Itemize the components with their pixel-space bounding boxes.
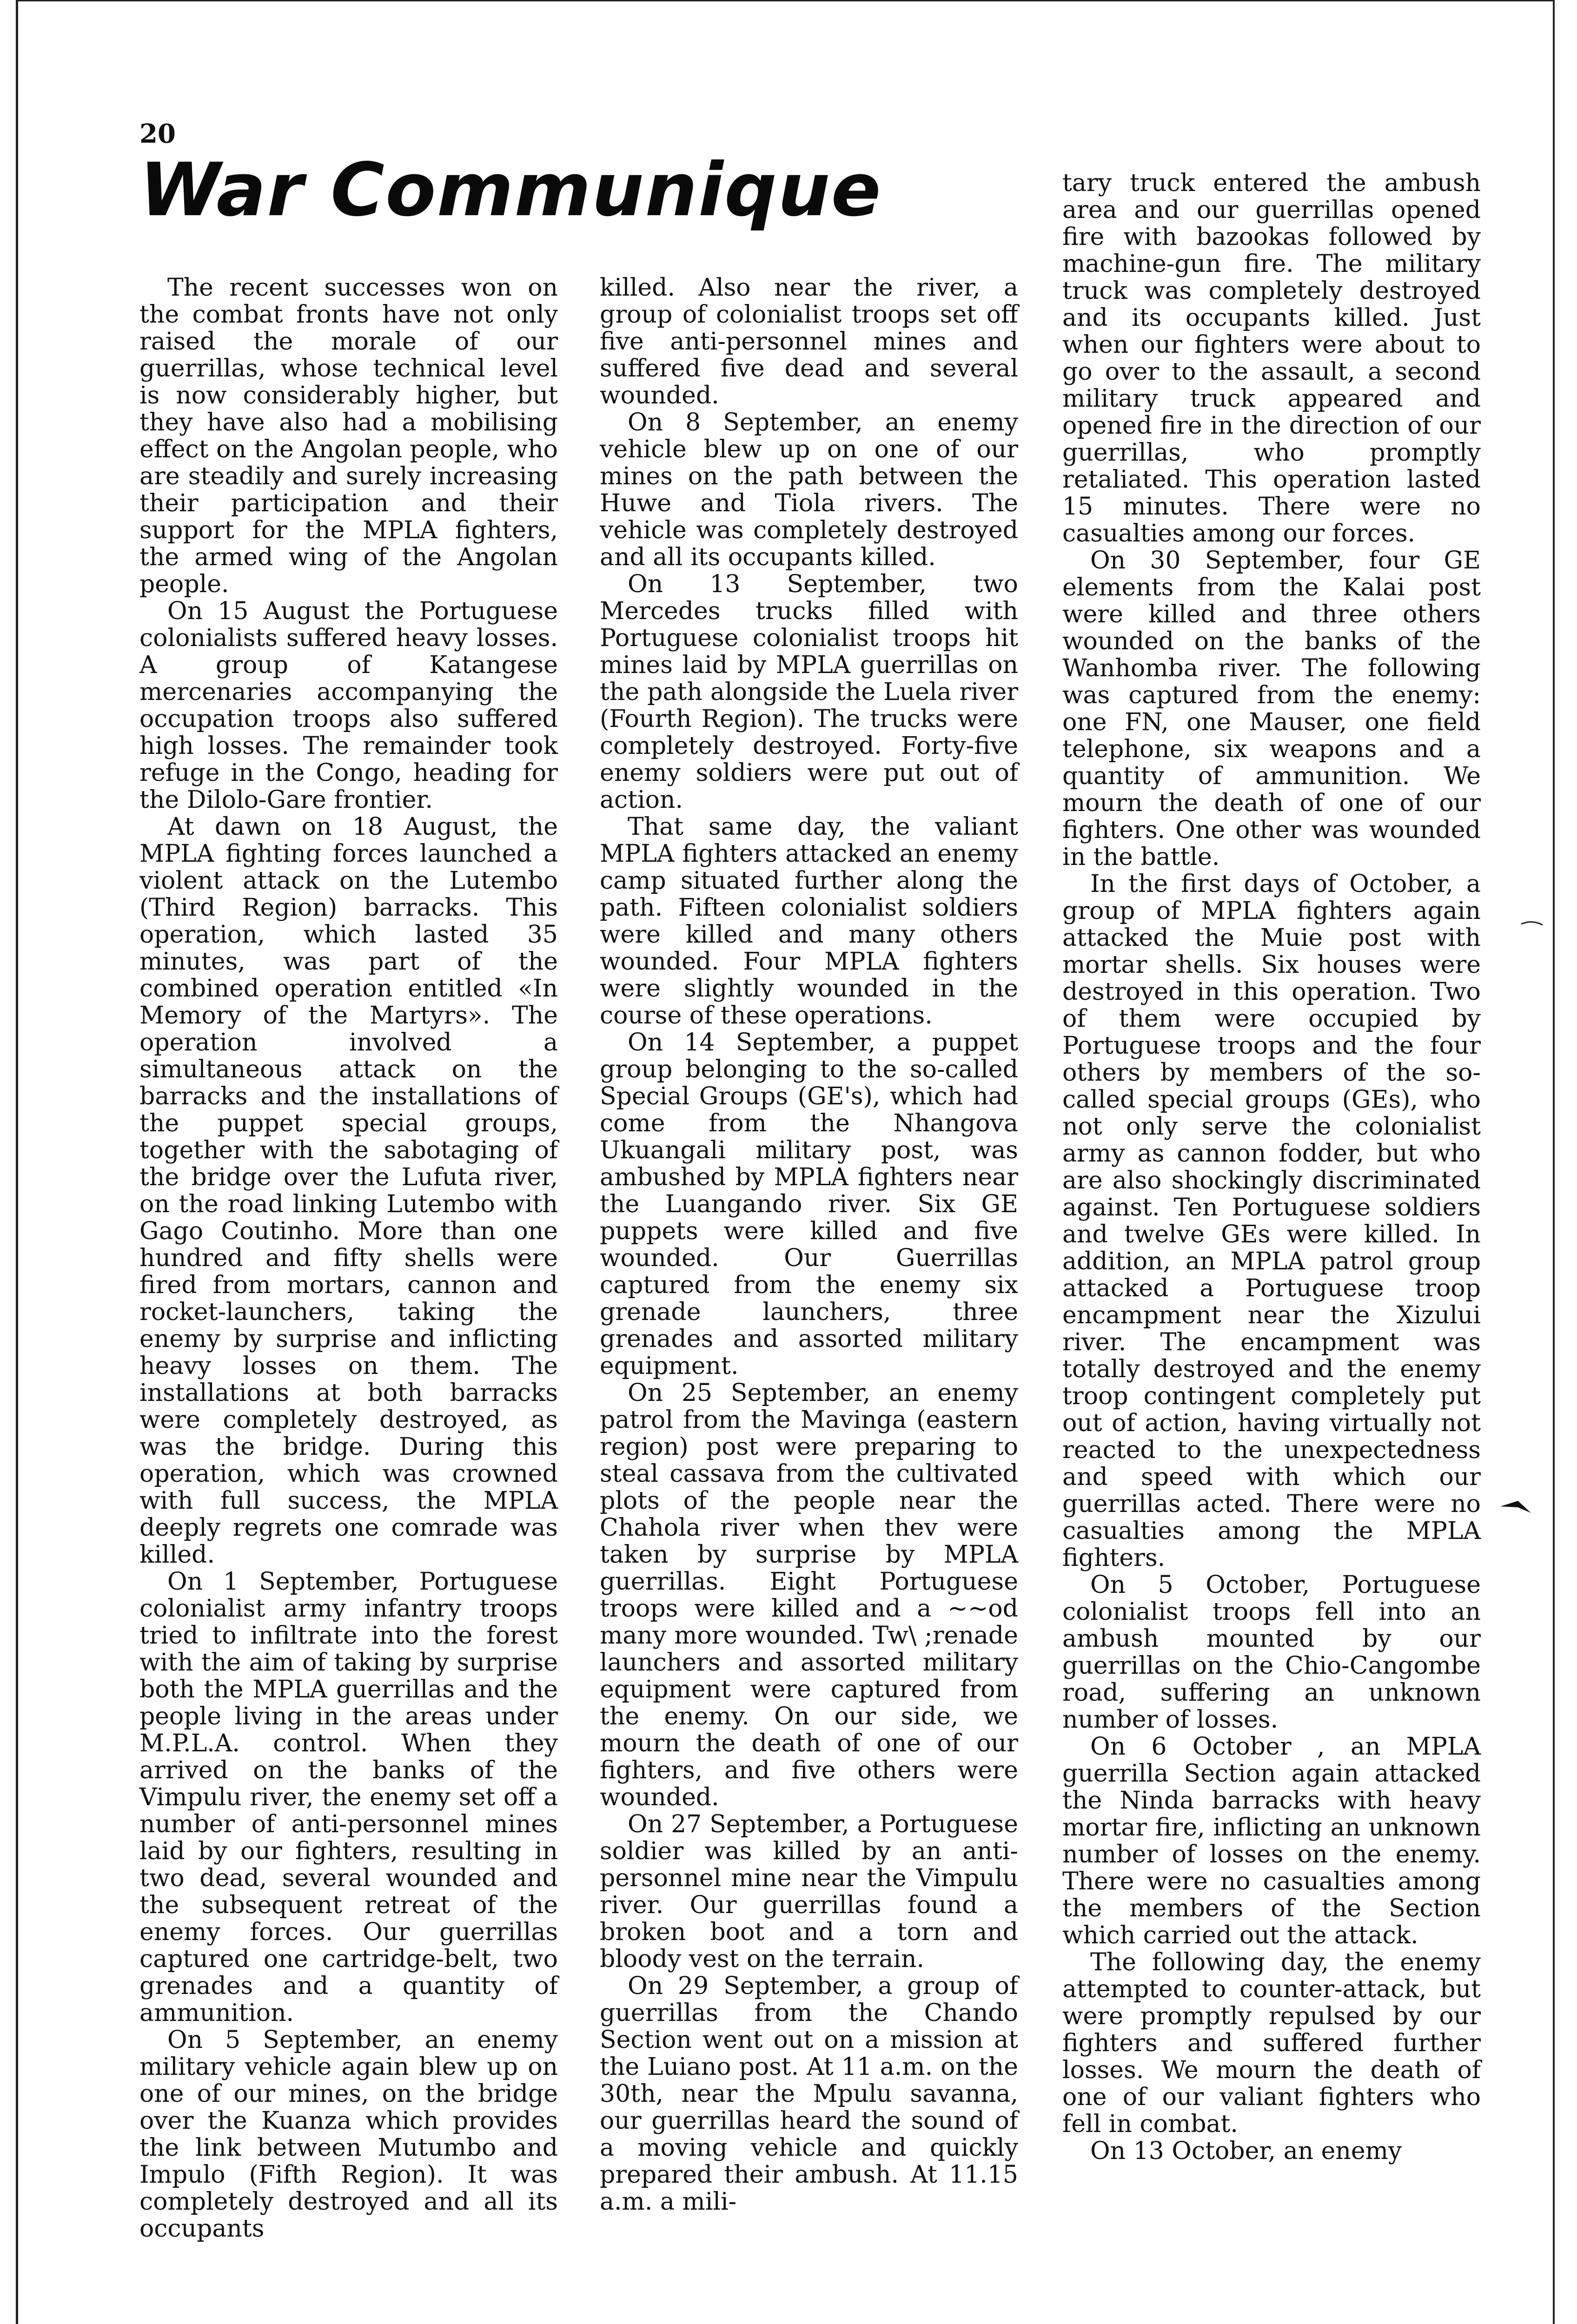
paragraph: On 13 October, an enemy (1090, 2137, 1402, 2165)
column-2 (600, 274, 1018, 2215)
paragraph: On 30 September, four GE elements from the Kalai post were killed and three others wounded on the banks of the Wanhomba river. The following was captured from the enemy: one FN, one Mauser, one field telephone, six weapons and a quantity of ammunition. We mourn the death of one of our fighters. One other was wounded in the battle. (1062, 547, 1481, 871)
paragraph: On 15 August the Portuguese colonialists suffered heavy losses. A group of Katangese mercenaries accompanying the occupation troops also suffered high losses. The remainder took refuge in the Congo, heading for the Dilolo-Gare frontier. (139, 597, 558, 814)
paragraph: killed. Also near the river, a group of colonialist troops set off five anti-personnel mines and suffered five dead and several wounded. (600, 274, 1018, 409)
paragraph: On 6 October , an MPLA guerrilla Section again attacked the Ninda barracks with heavy mortar fire, inflicting an unknown number of losses on the enemy. There were no casualties among the members of the Section which carried out the attack. (1062, 1733, 1481, 1949)
margin-dash-mark (1520, 911, 1544, 932)
paragraph: On 5 September, an enemy military vehicle again blew up on one of our mines, on the bridge over the Kuanza which provides the link between Mutumbo and Impulo (Fifth Region). It was completely destroyed and all its occupants (139, 2026, 558, 2243)
headline: War Communique (139, 147, 882, 233)
paragraph: On 27 September, a Portuguese soldier was killed by an anti-personnel mine near the Vimpulu river. Our guerrillas found a broken boot and a torn and bloody vest on the terrain. (600, 1810, 1018, 1973)
scan-mark-icon (1520, 918, 1544, 928)
paragraph: On 1 September, Portuguese colonialist army infantry troops tried to infiltrate into the forest with the aim of taking by surprise both the MPLA guerrillas and the people living in the areas under M.P.L.A. control. When they arrived on the banks of the Vimpulu river, the enemy set off a number of anti-personnel mines laid by our fighters, resulting in two dead, several wounded and the subsequent retreat of the enemy forces. Our guerrillas captured one cartridge-belt, two grenades and a quantity of ammunition. (139, 1568, 558, 2027)
paragraph: On 29 September, a group of guerrillas from the Chando Section went out on a mission at the Luiano post. At 11 a.m. on the 30th, near the Mpulu savanna, our guerrillas heard the sound of a moving vehicle and quickly prepared their ambush. At 11.15 a.m. a mili- (600, 1972, 1018, 2216)
arrow-mark-icon (1499, 1499, 1532, 1518)
paragraph: At dawn on 18 August, the MPLA fighting forces launched a violent attack on the Lutembo (Third Region) barracks. This operation, which lasted 35 minutes, was part of the combined operation entitled «In Memory of the Martyrs». The operation involved a simultaneous attack on the barracks and the installations of the puppet special groups, together with the sabotaging of the bridge over the Lufuta river, on the road linking Lutembo with Gago Coutinho. More than one hundred and fifty shells were fired from mortars, cannon and rocket-launchers, taking the enemy by surprise and inflicting heavy losses on them. The installations at both barracks were completely destroyed, as was the bridge. During this operation, which was crowned with full success, the MPLA deeply regrets one comrade was killed. (139, 813, 558, 1569)
column-3 (1062, 170, 1481, 2165)
margin-arrow-mark (1499, 1499, 1532, 1522)
column-1 (139, 274, 558, 2242)
paragraph: That same day, the valiant MPLA fighters attacked an enemy camp situated further along the path. Fifteen colonialist soldiers were killed and many others wounded. Four MPLA fighters were slightly wounded in the course of these operations. (600, 813, 1018, 1030)
paragraph: On 13 September, two Mercedes trucks filled with Portuguese colonialist troops hit mines laid by MPLA guerrillas on the path alongside the Luela river (Fourth Region). The trucks were completely destroyed. Forty-five enemy soldiers were put out of action. (600, 570, 1018, 814)
paragraph: On 14 September, a puppet group belonging to the so-called Special Groups (GE's), which had come from the Nhangova Ukuangali military post, was ambushed by MPLA fighters near the Luangando river. Six GE puppets were killed and five wounded. Our Guerrillas captured from the enemy six grenade launchers, three grenades and assorted military equipment. (600, 1029, 1018, 1380)
paragraph: tary truck entered the ambush area and our guerrillas opened fire with bazookas followed by machine-gun fire. The military truck was completely destroyed and its occupants killed. Just when our fighters were about to go over to the assault, a second military truck appeared and opened fire in the direction of our guerrillas, who promptly retaliated. This operation lasted 15 minutes. There were no casualties among our forces. (1062, 169, 1481, 548)
paragraph: The recent successes won on the combat fronts have not only raised the morale of our guerrillas, whose technical level is now considerably higher, but they have also had a mobilising effect on the Angolan people, who are steadily and surely increasing their participation and their support for the MPLA fighters, the armed wing of the Angolan people. (139, 274, 558, 598)
paragraph: On 5 October, Portuguese colonialist troops fell into an ambush mounted by our guerrillas on the Chio-Cangombe road, suffering an unknown number of losses. (1062, 1571, 1481, 1734)
paragraph: On 25 September, an enemy patrol from the Mavinga (eastern region) post were preparing to steal cassava from the cultivated plots of the people near the Chahola river when thev were taken by surprise by MPLA guerrillas. Eight Portuguese troops were killed and a ~~od many more wounded. Tw\ ;renade launchers and assorted military equipment were captured from the enemy. On our side, we mourn the death of one of our fighters, and five others were wounded. (600, 1379, 1018, 1811)
paragraph: In the first days of October, a group of MPLA fighters again attacked the Muie post with mortar shells. Six houses were destroyed in this operation. Two of them were occupied by Portuguese troops and the four others by members of the so-called special groups (GEs), who not only serve the colonialist army as cannon fodder, but who are also shockingly discriminated against. Ten Portuguese soldiers and twelve GEs were killed. In addition, an MPLA patrol group attacked a Portuguese troop encampment near the Xizului river. The encampment was totally destroyed and the enemy troop contingent completely put out of action, having virtually not reacted to the unexpectedness and speed with which our guerrillas acted. There were no casualties among the MPLA fighters. (1062, 870, 1481, 1572)
paragraph: The following day, the enemy attempted to counter-attack, but were promptly repulsed by our fighters and suffered further losses. We mourn the death of one of our valiant fighters who fell in combat. (1062, 1948, 1481, 2138)
paragraph: On 8 September, an enemy vehicle blew up on one of our mines on the path between the Huwe and Tiola rivers. The vehicle was completely destroyed and all its occupants killed. (600, 409, 1018, 571)
page-number: 20 (139, 119, 176, 149)
